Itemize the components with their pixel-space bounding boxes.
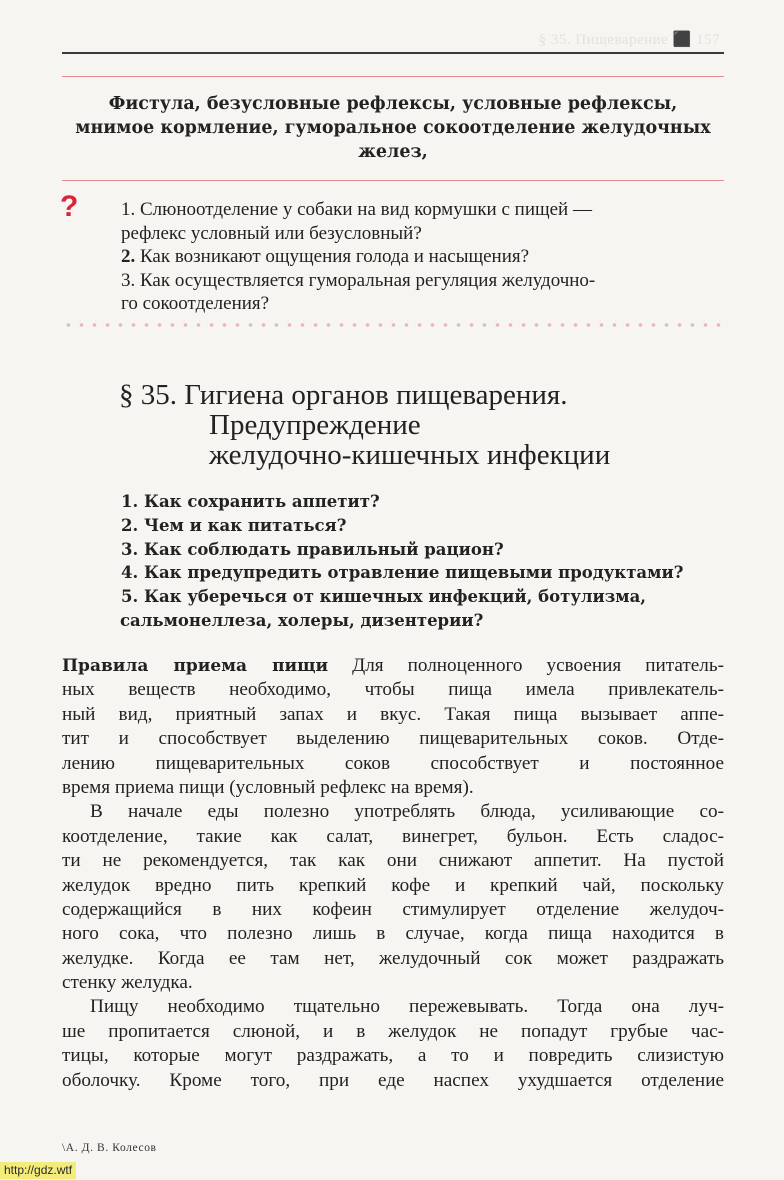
body-line: Пищу необходимо тщательно пережевывать. Тогда она луч- <box>90 996 724 1018</box>
watermark-link[interactable]: http://gdz.wtf <box>0 1162 76 1179</box>
body-line: лению пищеварительных соков способствует и постоянное <box>62 752 724 774</box>
review-question-line: 1. Слюноотделение у собаки на вид кормушки с пищей — <box>121 199 592 220</box>
dotted-divider <box>62 322 724 328</box>
body-line: желудке. Когда ее там нет, желудочный сок может раздражать <box>62 947 724 969</box>
body-line: В начале еды полезно употреблять блюда, усиливающие со- <box>90 801 724 823</box>
objective-item: сальмонеллеза, холеры, дизентерии? <box>120 610 484 630</box>
key-terms-line: желез, <box>358 142 428 162</box>
body-line: ше пропитается слюной, и в желудок не попадут грубые час- <box>62 1020 724 1042</box>
body-line: желудок вредно пить крепкий кофе и крепкий чай, поскольку <box>62 874 724 896</box>
review-question-line: го сокоотделения? <box>121 293 270 314</box>
body-line: оболочку. Кроме того, при еде наспех ухудшается отделение <box>62 1069 724 1091</box>
section-title-line: § 35. Гигиена органов пищеварения. <box>119 379 568 411</box>
body-line: ного сока, что полезно лишь в случае, когда пища находится в <box>62 923 724 945</box>
body-line: ти не рекомендуется, так как они снижают аппетит. На пустой <box>62 850 724 872</box>
paragraph-heading: Правила приема пищи <box>62 656 329 676</box>
body-line: коотделение, такие как салат, винегрет, бульон. Есть сладос- <box>62 825 724 847</box>
author-footer: \А. Д. В. Колесов <box>62 1142 157 1154</box>
running-head: § 35. Пищеварение ⬛ 157 <box>538 32 720 48</box>
body-line: содержащийся в них кофеин стимулирует отделение желудоч- <box>62 898 724 920</box>
body-line: Правила приема пищи Для полноценного усвоения питатель- <box>62 655 724 676</box>
terms-top-rule <box>62 76 724 77</box>
section-title-line: Предупреждение <box>209 409 421 441</box>
question-text: Как возникают ощущения голода и насыщения? <box>140 246 530 267</box>
terms-bottom-rule <box>62 180 724 181</box>
section-title-line: желудочно-кишечных инфекции <box>209 439 611 471</box>
section-title <box>119 380 719 470</box>
objective-item: 3. Как соблюдать правильный рацион? <box>121 539 504 559</box>
review-question-line <box>121 245 724 269</box>
body-line: стенку желудка. <box>62 972 193 994</box>
question-number: 2. <box>121 246 136 267</box>
key-terms-line: мнимое кормление, гуморальное сокоотделение желудочных <box>75 118 711 138</box>
body-line: тицы, которые могут раздражать, а то и повредить слизистую <box>62 1045 724 1067</box>
review-question-line: рефлекс условный или безусловный? <box>121 222 422 244</box>
review-question-line: 3. Как осуществляется гуморальная регуляция желудочно- <box>121 269 596 291</box>
review-questions <box>121 198 724 316</box>
objective-item: 1. Как сохранить аппетит? <box>121 492 380 511</box>
objective-item: 5. Как уберечься от кишечных инфекций, ботулизма, <box>121 587 647 607</box>
body-line: время приема пищи (условный рефлекс на время). <box>62 776 474 798</box>
body-line: ных веществ необходимо, чтобы пища имела привлекатель- <box>62 679 724 701</box>
body-text <box>62 654 724 1093</box>
learning-objectives <box>121 490 741 633</box>
body-line: ный вид, приятный запах и вкус. Такая пища вызывает аппе- <box>62 703 724 725</box>
key-terms-line: Фистула, безусловные рефлексы, условные рефлексы, <box>108 94 678 114</box>
question-mark-icon: ? <box>60 190 79 223</box>
body-line: тит и способствует выделению пищеварительных соков. Отде- <box>62 728 724 750</box>
key-terms <box>62 92 724 164</box>
objective-item: 2. Чем и как питаться? <box>121 515 347 535</box>
top-rule <box>62 52 724 54</box>
objective-item: 4. Как предупредить отравление пищевыми продуктами? <box>121 563 684 583</box>
